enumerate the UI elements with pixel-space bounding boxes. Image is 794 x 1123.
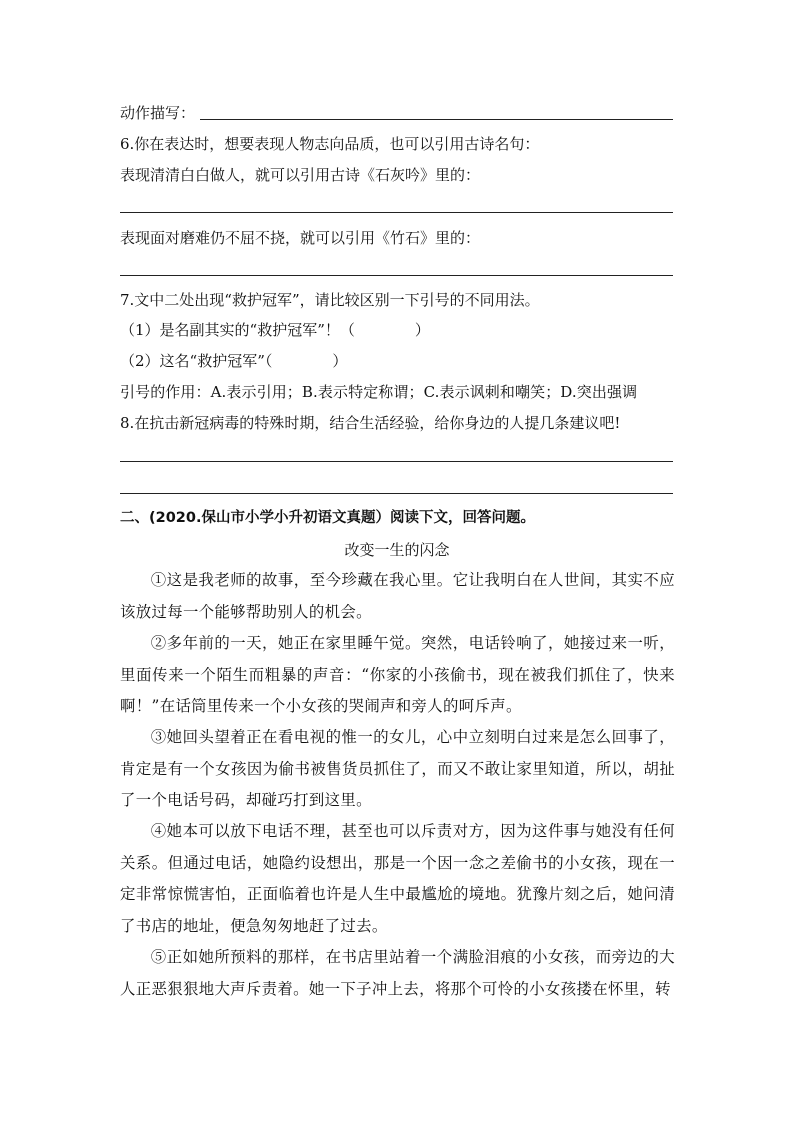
question-7: 7.文中二处出现“救护冠军”，请比较区别一下引号的不同用法。 (120, 291, 540, 309)
answer-line-q8-2[interactable] (120, 493, 673, 494)
answer-line-q8-1[interactable] (120, 461, 673, 462)
answer-line-q6-2[interactable] (120, 275, 673, 276)
answer-line-action[interactable] (200, 119, 673, 120)
passage-paragraph-3: ③她回头望着正在看电视的惟一的女儿，心中立刻明白过来是怎么回事了，肯定是有一个女孩因为偷书被售货员抓住了，而又不敢让家里知道，所以，胡扯了一个电话号码，却碰巧打到这里。 (120, 728, 675, 809)
action-description-label: 动作描写： (120, 104, 196, 122)
question-7-options: 引号的作用：A.表示引用；B.表示特定称谓；C.表示讽刺和嘲笑；D.突出强调 (120, 383, 638, 401)
question-6: 6.你在表达时，想要表现人物志向品质，也可以引用古诗名句： (120, 135, 540, 153)
passage-paragraph-2: ②多年前的一天，她正在家里睡午觉。突然，电话铃响了，她接过来一听，里面传来一个陌生而粗暴的声音：“你家的小孩偷书，现在被我们抓住了，快来啊！”在话筒里传来一个小女孩的哭闹声和旁人的呵斥声。 (120, 634, 675, 715)
question-6-line1-prompt: 表现清清白白做人，就可以引用古诗《石灰吟》里的： (120, 166, 481, 184)
passage-paragraph-4: ④她本可以放下电话不理，甚至也可以斥责对方，因为这件事与她没有任何关系。但通过电话，她隐约设想出，那是一个因一念之差偷书的小女孩，现在一定非常惊慌害怕，正面临着也许是人生中最尴尬的境地。犹豫片刻之后，她问清了书店的地址，便急匆匆地赶了过去。 (120, 822, 675, 935)
passage-paragraph-5: ⑤正如她所预料的那样，在书店里站着一个满脸泪痕的小女孩，而旁边的大人正恶狠狠地大声斥责着。她一下子冲上去，将那个可怜的小女孩搂在怀里，转 (120, 948, 675, 998)
question-8: 8.在抗击新冠病毒的特殊时期，结合生活经验，给你身边的人提几条建议吧! (120, 414, 621, 432)
section-2-heading: 二、(2020.保山市小学小升初语文真题）阅读下文，回答问题。 (120, 510, 535, 526)
answer-line-q6-1[interactable] (120, 212, 673, 213)
question-7-item-2: （2）这名“救护冠军”（ ） (120, 352, 348, 370)
question-7-item-1: （1）是名副其实的“救护冠军”！（ ） (120, 321, 430, 339)
passage-title: 改变一生的闪念 (344, 541, 450, 559)
question-6-line2-prompt: 表现面对磨难仍不屈不挠，就可以引用《竹石》里的： (120, 229, 481, 247)
passage-paragraph-1: ①这是我老师的故事，至今珍藏在我心里。它让我明白在人世间，其实不应该放过每一个能够帮助别人的机会。 (120, 571, 675, 621)
